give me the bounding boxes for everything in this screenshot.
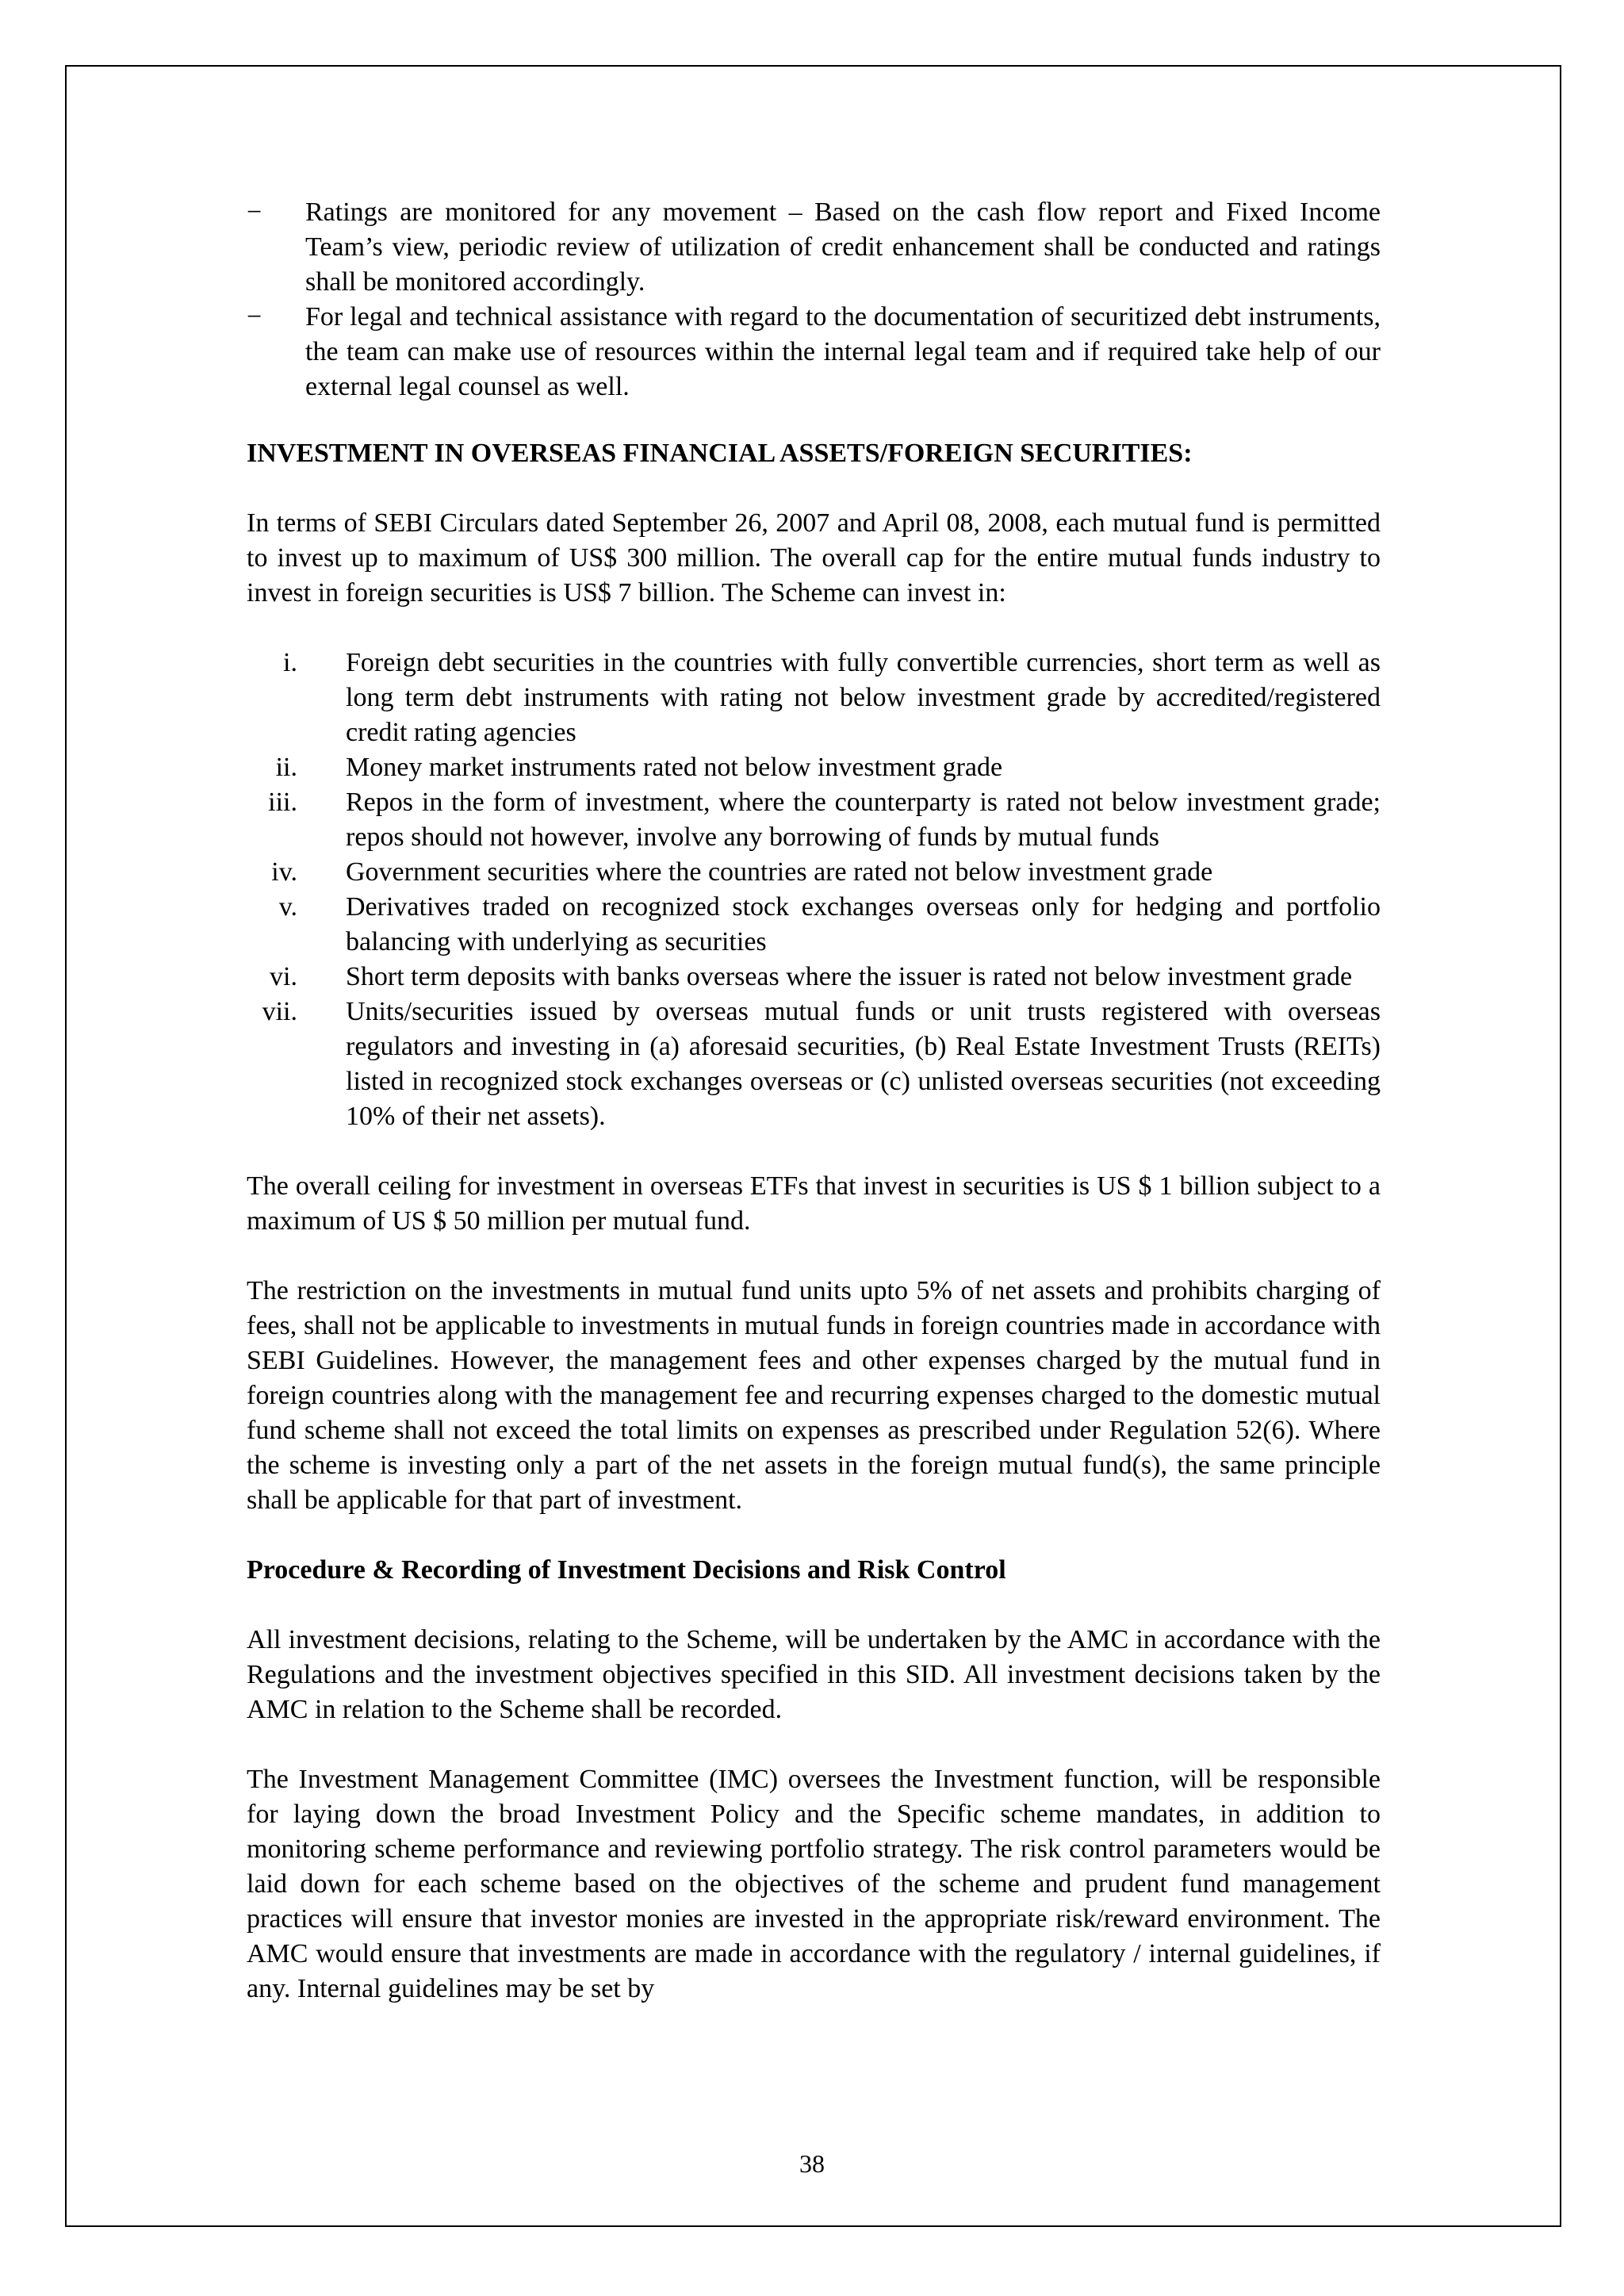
list-number: iii.	[268, 788, 297, 817]
list-number: iv.	[271, 857, 297, 887]
document-body	[247, 195, 1381, 2041]
list-item-text: Government securities where the countries are rated not below investment grade	[346, 857, 1213, 887]
list-item	[247, 995, 1381, 1134]
list-number: ii.	[275, 753, 297, 782]
investment-list	[247, 646, 1381, 1134]
list-item	[247, 750, 1381, 785]
list-item-text: Units/securities issued by overseas mutual funds or unit trusts registered with overseas regulators and investing in (a) aforesaid securities, (b) Real Estate Investment Trusts (REITs) listed in recognized stock exchanges overseas or (c) unlisted overseas securities (not exceeding 10% of their net assets).	[346, 997, 1381, 1131]
list-number: i.	[283, 648, 297, 677]
procedure-heading: Procedure & Recording of Investment Decisions and Risk Control	[247, 1555, 1006, 1585]
list-item-text: Derivatives traded on recognized stock exchanges overseas only for hedging and portfolio balancing with underlying as securities	[346, 892, 1381, 956]
list-item	[247, 785, 1381, 855]
bullet-list	[247, 195, 1381, 404]
list-item	[247, 195, 1381, 300]
list-number: v.	[278, 892, 297, 922]
section-heading: INVESTMENT IN OVERSEAS FINANCIAL ASSETS/FOREIGN SECURITIES:	[247, 439, 1193, 468]
list-item	[247, 855, 1381, 890]
page-number: 38	[799, 2149, 825, 2178]
list-item-text: Foreign debt securities in the countries with fully convertible currencies, short term as well as long term debt instruments with rating not below investment grade by accredited/registered credit rating agencies	[346, 648, 1381, 747]
imc-paragraph: The Investment Management Committee (IMC) oversees the Investment function, will be responsible for laying down the broad Investment Policy and the Specific scheme mandates, in addition to monitoring scheme performance and reviewing portfolio strategy. The risk control parameters would be laid down for each scheme based on the objectives of the scheme and prudent fund management practices will ensure that investor monies are invested in the appropriate risk/reward environment. The AMC would ensure that investments are made in accordance with the regulatory / internal guidelines, if any. Internal guidelines may be set by	[247, 1765, 1381, 2003]
list-number: vii.	[262, 997, 297, 1026]
intro-paragraph: In terms of SEBI Circulars dated September 26, 2007 and April 08, 2008, each mutual fund is permitted to invest up to maximum of US$ 300 million. The overall cap for the entire mutual funds industry to invest in foreign securities is US$ 7 billion. The Scheme can invest in:	[247, 508, 1381, 608]
decisions-paragraph: All investment decisions, relating to the Scheme, will be undertaken by the AMC in accordance with the Regulations and the investment objectives specified in this SID. All investment decisions taken by the AMC in relation to the Scheme shall be recorded.	[247, 1625, 1381, 1724]
list-item	[247, 890, 1381, 960]
list-item	[247, 646, 1381, 750]
list-item-text: Repos in the form of investment, where the counterparty is rated not below investment grade; repos should not however, involve any borrowing of funds by mutual funds	[346, 788, 1381, 852]
bullet-text: For legal and technical assistance with regard to the documentation of securitized debt instruments, the team can make use of resources within the internal legal team and if required take help of our external legal counsel as well.	[305, 302, 1381, 401]
list-item	[247, 960, 1381, 995]
bullet-text: Ratings are monitored for any movement – Based on the cash flow report and Fixed Income Team’s view, periodic review of utilization of credit enhancement shall be conducted and ratings shall be monitored accordingly.	[305, 197, 1381, 297]
restriction-paragraph: The restriction on the investments in mutual fund units upto 5% of net assets and prohibits charging of fees, shall not be applicable to investments in mutual funds in foreign countries made in accordance with SEBI Guidelines. However, the management fees and other expenses charged by the mutual fund in foreign countries along with the management fee and recurring expenses charged to the domestic mutual fund scheme shall not exceed the total limits on expenses as prescribed under Regulation 52(6). Where the scheme is investing only a part of the net assets in the foreign mutual fund(s), the same principle shall be applicable for that part of investment.	[247, 1276, 1381, 1515]
list-item-text: Short term deposits with banks overseas where the issuer is rated not below investment grade	[346, 962, 1353, 991]
list-item-text: Money market instruments rated not below investment grade	[346, 753, 1003, 782]
dash-bullet-marker: −	[247, 197, 262, 227]
dash-bullet-marker: −	[247, 302, 262, 332]
etf-ceiling-paragraph: The overall ceiling for investment in overseas ETFs that invest in securities is US $ 1 billion subject to a maximum of US $ 50 million per mutual fund.	[247, 1171, 1381, 1236]
list-number: vi.	[270, 962, 297, 991]
list-item	[247, 300, 1381, 404]
